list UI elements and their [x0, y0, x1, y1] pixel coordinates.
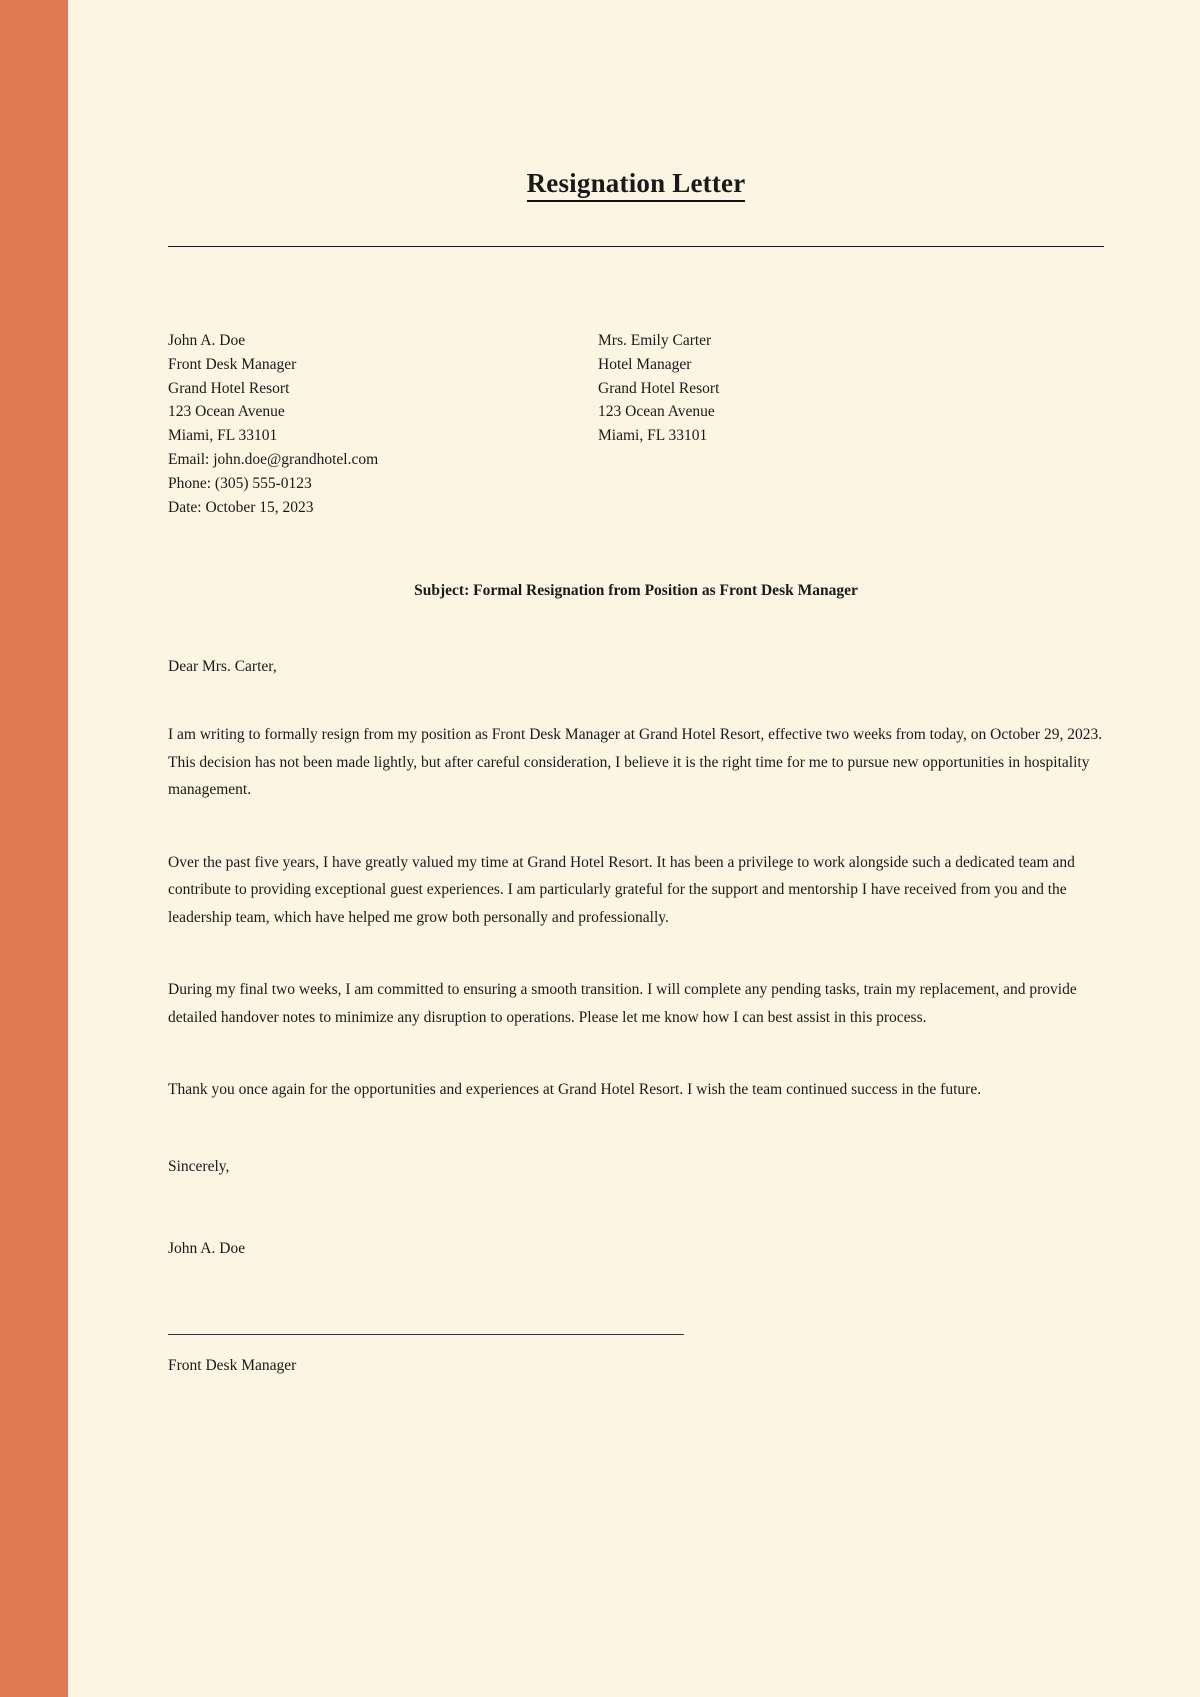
recipient-company: Grand Hotel Resort [598, 379, 720, 397]
sender-phone: Phone: (305) 555-0123 [168, 474, 312, 492]
page-title [168, 168, 1104, 199]
body-paragraph-4: Thank you once again for the opportunities and experiences at Grand Hotel Resort. I wish the team continued success in the future. [168, 1081, 982, 1099]
sender-email: Email: john.doe@grandhotel.com [168, 450, 379, 468]
title-divider [168, 246, 1104, 247]
recipient-address-block [598, 329, 1028, 519]
signer-name: John A. Doe [168, 1239, 246, 1257]
recipient-city-state-zip: Miami, FL 33101 [598, 427, 708, 445]
recipient-name: Mrs. Emily Carter [598, 332, 712, 349]
sender-company: Grand Hotel Resort [168, 379, 290, 397]
body-paragraph-2: Over the past five years, I have greatly valued my time at Grand Hotel Resort. It has been a privilege to work alongside such a dedicated team and contribute to providing exceptional guest experiences. I am particularly grateful for the support and mentorship I have received from you and the leadership team, which have helped me grow both personally and professionally. [168, 853, 1075, 926]
signer-title: Front Desk Manager [168, 1356, 297, 1374]
subject-line: Subject: Formal Resignation from Position as Front Desk Manager [414, 582, 858, 600]
address-block [168, 329, 1104, 519]
closing-salutation: Sincerely, [168, 1157, 230, 1175]
body-paragraph-3: During my final two weeks, I am committed to ensuring a smooth transition. I will complete any pending tasks, train my replacement, and provide detailed handover notes to minimize any disruption to operations. Please let me know how I can best assist in this process. [168, 981, 1077, 1026]
page-title-text: Resignation Letter [527, 168, 746, 202]
recipient-position: Hotel Manager [598, 355, 692, 373]
sender-city-state-zip: Miami, FL 33101 [168, 427, 278, 445]
recipient-street: 123 Ocean Avenue [598, 403, 715, 421]
letter-page [68, 0, 1200, 1697]
letter-date: Date: October 15, 2023 [168, 498, 314, 516]
salutation: Dear Mrs. Carter, [168, 658, 277, 676]
sender-position: Front Desk Manager [168, 355, 297, 373]
decorative-side-bar [0, 0, 68, 1697]
body-paragraph-1: I am writing to formally resign from my position as Front Desk Manager at Grand Hotel Resort, effective two weeks from today, on October 29, 2023. This decision has not been made lightly, but after careful consideration, I believe it is the right time for me to pursue new opportunities in hospitality management. [168, 726, 1103, 799]
sender-name: John A. Doe [168, 332, 246, 349]
signature-line [168, 1334, 684, 1335]
sender-address-block [168, 329, 598, 519]
sender-street: 123 Ocean Avenue [168, 403, 285, 421]
letter-content [168, 0, 1104, 1375]
